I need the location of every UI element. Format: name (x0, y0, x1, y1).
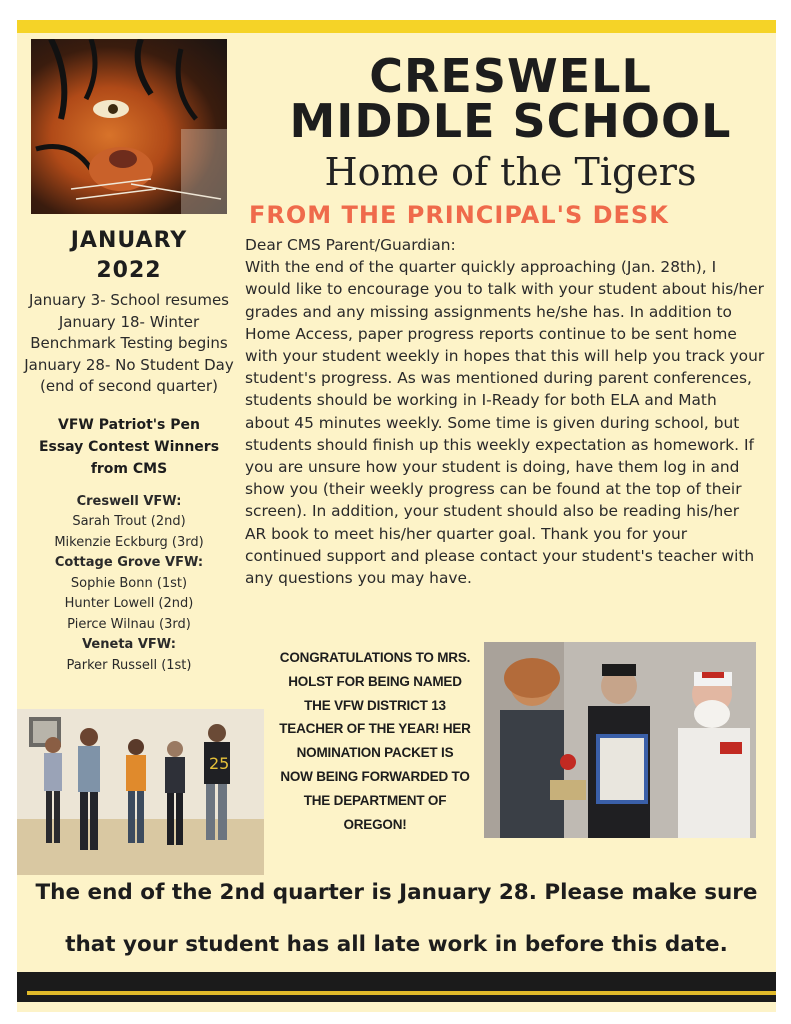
school-name-line2: MIDDLE SCHOOL (289, 94, 732, 148)
footer-bar (17, 972, 776, 1002)
winner-name: Parker Russell (1st) (66, 657, 192, 673)
vfw-post-creswell: Creswell VFW: (76, 493, 182, 509)
winner-name: Sarah Trout (2nd) (72, 514, 186, 529)
top-accent-bar (17, 20, 776, 33)
principal-letter (245, 234, 765, 589)
event-line: January 18- Winter (58, 312, 200, 331)
newsletter-page (17, 20, 776, 1012)
event-list (17, 290, 241, 398)
month-year: 2022 (96, 258, 162, 283)
calendar-sidebar (17, 226, 241, 676)
vfw-post-veneta: Veneta VFW: (82, 637, 176, 652)
event-line: January 28- No Student Day (24, 355, 234, 374)
svg-text:25: 25 (209, 754, 230, 773)
vfw-heading-line: from CMS (90, 460, 168, 477)
section-heading: FROM THE PRINCIPAL'S DESK (249, 201, 669, 229)
winner-name: Hunter Lowell (2nd) (64, 596, 194, 611)
school-motto: Home of the Tigers (324, 150, 697, 194)
vfw-contest-heading (17, 414, 241, 480)
footer-accent-line (27, 991, 776, 995)
student-winners-photo (17, 709, 264, 875)
teacher-award-photo (484, 642, 756, 838)
vfw-post-cottage-grove: Cottage Grove VFW: (54, 555, 204, 570)
vfw-heading-line: VFW Patriot's Pen (58, 416, 200, 433)
winner-name: Mikenzie Eckburg (3rd) (54, 534, 204, 550)
event-line: (end of second quarter) (40, 377, 218, 395)
event-line: January 3- School resumes (29, 291, 229, 309)
month-heading (17, 226, 241, 286)
letter-greeting: Dear CMS Parent/Guardian: (245, 236, 456, 254)
school-name-line1: CRESWELL (369, 49, 652, 103)
quarter-end-reminder-line2: that your student has all late work in before this date. (65, 932, 728, 957)
event-line: Benchmark Testing begins (30, 334, 228, 352)
quarter-end-reminder-line1: The end of the 2nd quarter is January 28. Please make sure (35, 880, 758, 905)
vfw-heading-line: Essay Contest Winners (38, 438, 220, 455)
letter-body: With the end of the quarter quickly approaching (Jan. 28th), I would like to encourage you to talk with your student about his/her grades and any missing assignments he/she has. In addition to Home Access, paper progress reports continue to be sent home with your student weekly in hopes that this will help you track your student's progress. As was mentioned during parent conferences, students should be working in I-Ready for both ELA and Math about 45 minutes weekly. Some time is given during school, but students should finish up this weekly expectation as homework. If you are unsure how your student is doing, have them log in and show you (their weekly progress can be found at the top of their screen). In addition, your student should also be reading his/her AR book to meet his/her quarter goal. Thank you for your continued support and please contact your student's teacher with any questions you may have. (245, 258, 765, 588)
winner-name: Pierce Wilnau (3rd) (67, 616, 191, 632)
teacher-award-announcement: CONGRATULATIONS TO MRS. HOLST FOR BEING NAMED THE VFW DISTRICT 13 TEACHER OF THE YEAR! HER NOMINATION PACKET IS NOW BEING FORWARDED TO THE DEPARTMENT OF OREGON! (279, 650, 471, 832)
tiger-photo (31, 39, 227, 214)
winner-name: Sophie Bonn (1st) (70, 575, 188, 591)
month-name: JANUARY (70, 228, 188, 253)
winners-list (17, 492, 241, 677)
